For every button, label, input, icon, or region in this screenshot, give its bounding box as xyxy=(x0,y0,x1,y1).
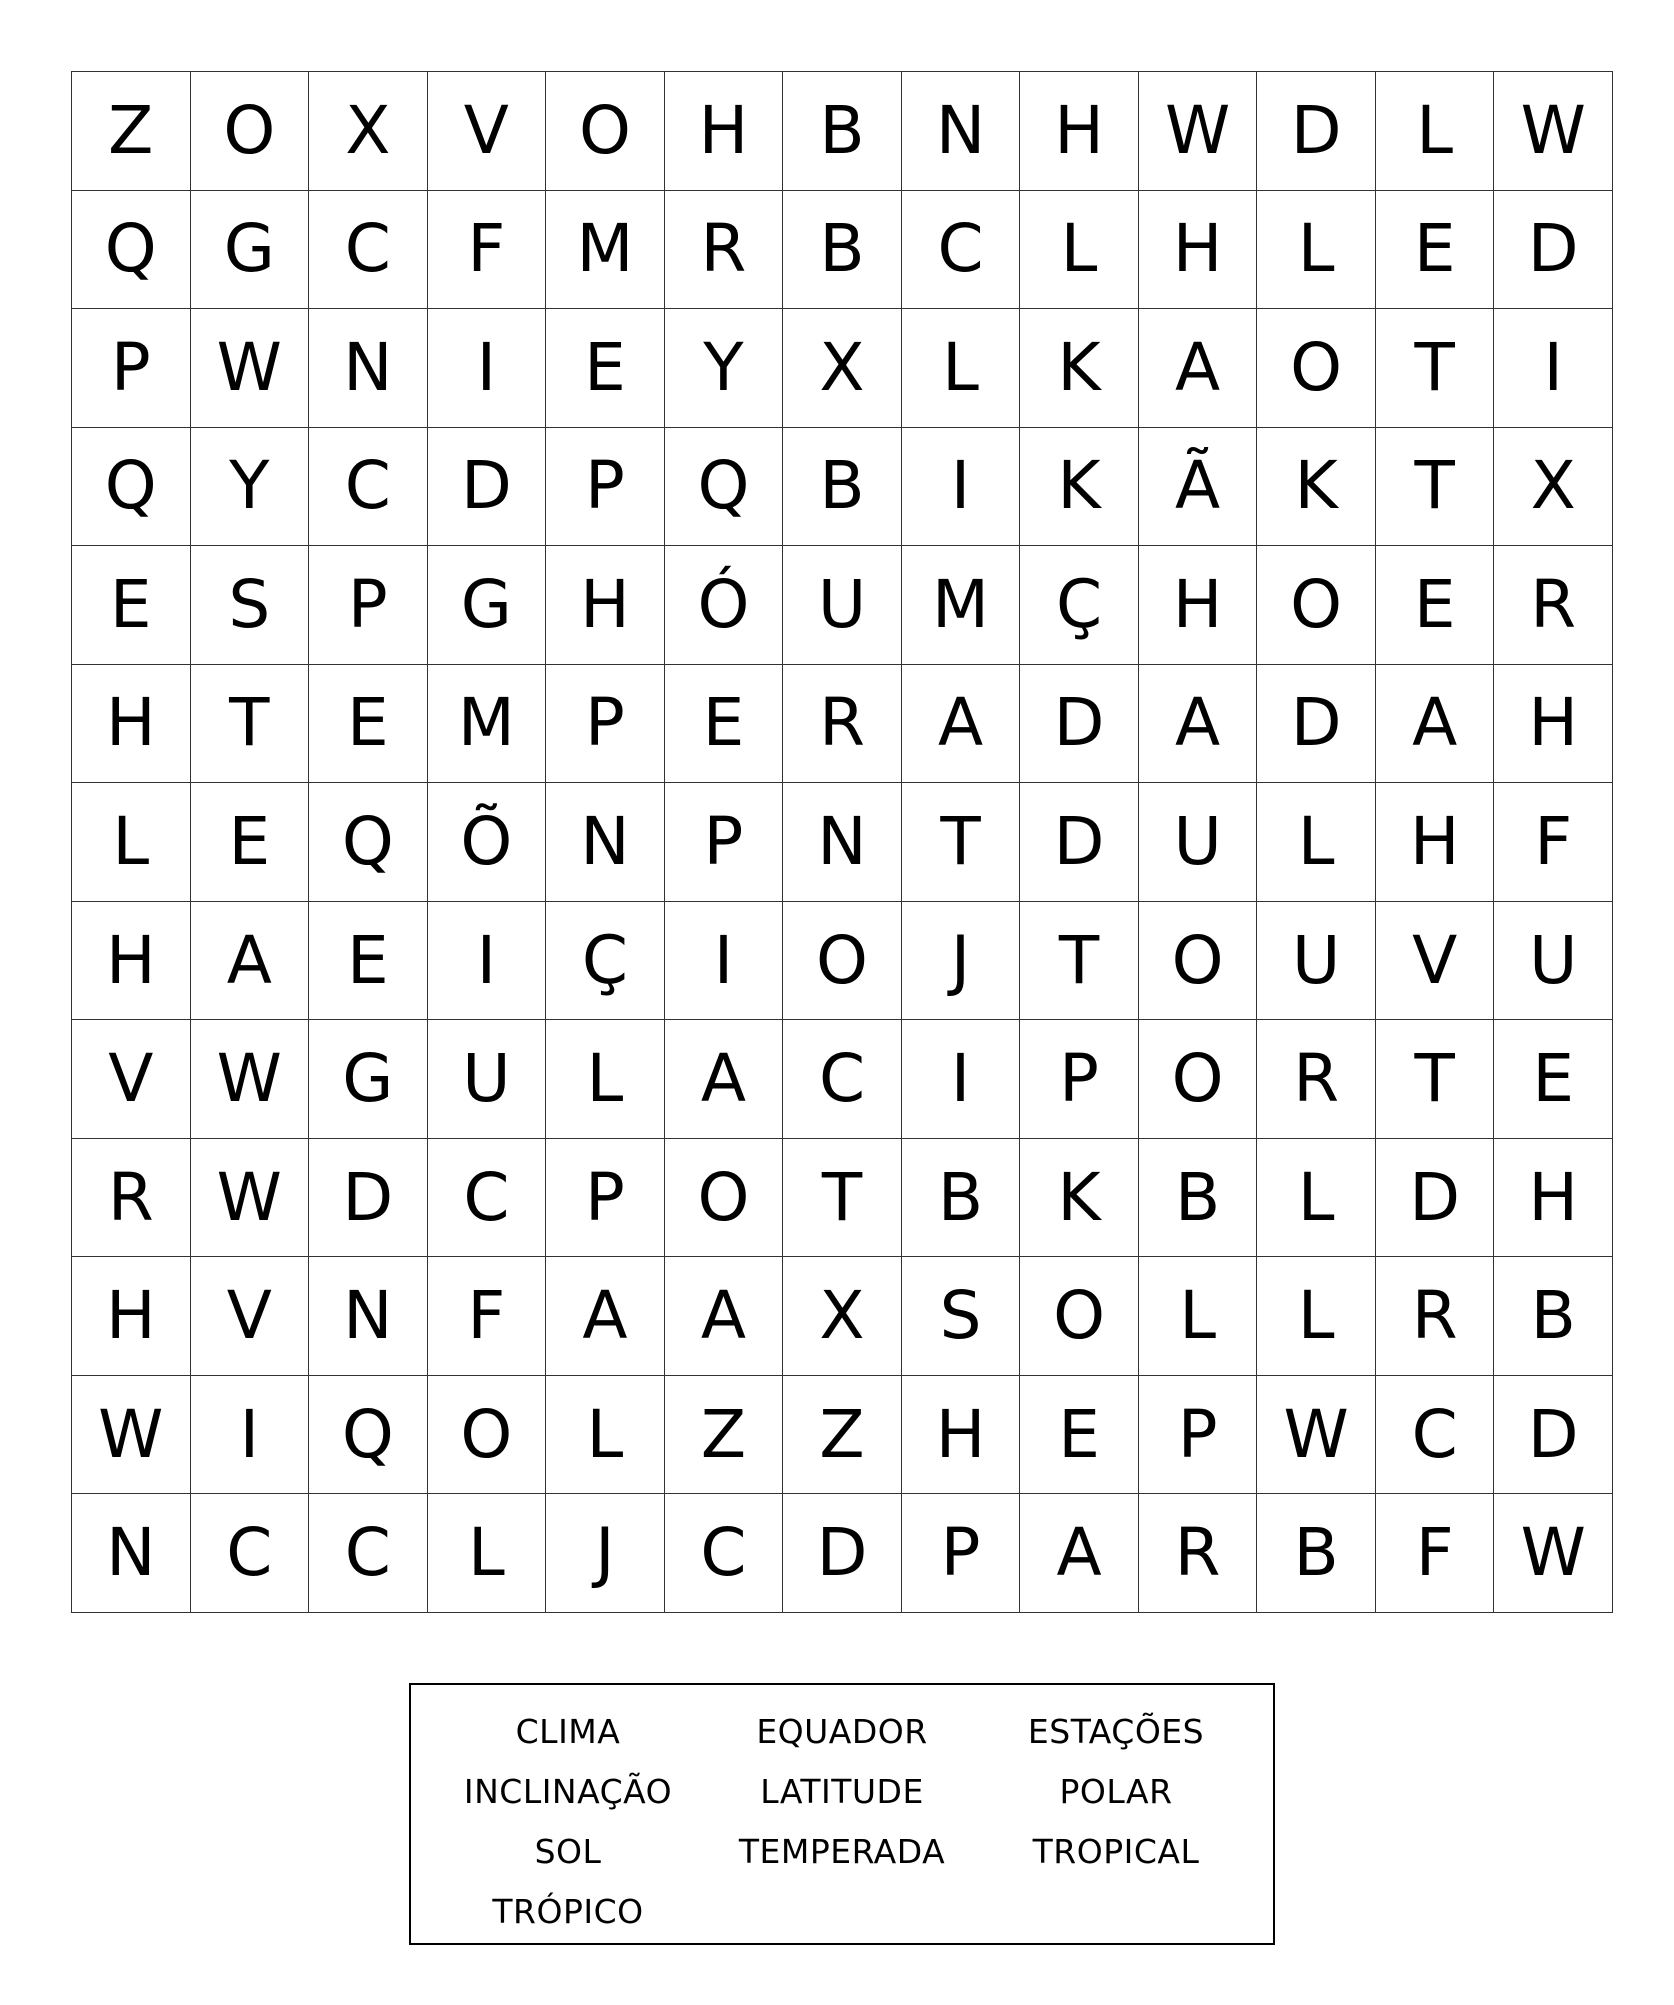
grid-cell[interactable]: B xyxy=(783,72,902,191)
grid-cell[interactable]: C xyxy=(309,191,428,310)
grid-cell[interactable]: D xyxy=(309,1139,428,1258)
grid-cell[interactable]: Q xyxy=(665,428,784,547)
grid-cell[interactable]: U xyxy=(1494,902,1613,1021)
grid-cell[interactable]: F xyxy=(1494,783,1613,902)
grid-cell[interactable]: W xyxy=(72,1376,191,1495)
grid-cell[interactable]: T xyxy=(1020,902,1139,1021)
grid-cell[interactable]: I xyxy=(191,1376,310,1495)
grid-cell[interactable]: L xyxy=(546,1376,665,1495)
grid-cell[interactable]: Ó xyxy=(665,546,784,665)
grid-cell[interactable]: L xyxy=(1257,191,1376,310)
grid-cell[interactable]: D xyxy=(428,428,547,547)
grid-cell[interactable]: T xyxy=(1376,1020,1495,1139)
grid-cell[interactable]: C xyxy=(902,191,1021,310)
grid-cell[interactable]: M xyxy=(428,665,547,784)
grid-cell[interactable]: E xyxy=(191,783,310,902)
grid-cell[interactable]: H xyxy=(1139,546,1258,665)
grid-cell[interactable]: N xyxy=(783,783,902,902)
grid-cell[interactable]: H xyxy=(665,72,784,191)
grid-cell[interactable]: I xyxy=(1494,309,1613,428)
grid-cell[interactable]: Ã xyxy=(1139,428,1258,547)
grid-cell[interactable]: E xyxy=(309,665,428,784)
grid-cell[interactable]: H xyxy=(1494,665,1613,784)
grid-cell[interactable]: P xyxy=(309,546,428,665)
grid-cell[interactable]: D xyxy=(1020,783,1139,902)
grid-cell[interactable]: I xyxy=(665,902,784,1021)
grid-cell[interactable]: T xyxy=(1376,428,1495,547)
grid-cell[interactable]: G xyxy=(309,1020,428,1139)
grid-cell[interactable]: J xyxy=(902,902,1021,1021)
grid-cell[interactable]: C xyxy=(1376,1376,1495,1495)
word-list-item: TROPICAL xyxy=(1032,1831,1200,1871)
grid-cell[interactable]: Õ xyxy=(428,783,547,902)
grid-cell[interactable]: D xyxy=(1494,1376,1613,1495)
grid-cell[interactable]: D xyxy=(783,1494,902,1613)
grid-cell[interactable]: N xyxy=(309,309,428,428)
grid-cell[interactable]: W xyxy=(1257,1376,1376,1495)
grid-cell[interactable]: P xyxy=(546,428,665,547)
grid-cell[interactable]: P xyxy=(902,1494,1021,1613)
grid-cell[interactable]: E xyxy=(665,665,784,784)
grid-cell[interactable]: B xyxy=(902,1139,1021,1258)
grid-cell[interactable]: R xyxy=(783,665,902,784)
grid-cell[interactable]: W xyxy=(191,1020,310,1139)
grid-cell[interactable]: O xyxy=(1257,546,1376,665)
grid-cell[interactable]: X xyxy=(1494,428,1613,547)
grid-cell[interactable]: L xyxy=(428,1494,547,1613)
grid-cell[interactable]: Y xyxy=(191,428,310,547)
grid-cell[interactable]: A xyxy=(665,1257,784,1376)
grid-cell[interactable]: U xyxy=(783,546,902,665)
grid-cell[interactable]: T xyxy=(902,783,1021,902)
grid-cell[interactable]: B xyxy=(783,191,902,310)
grid-cell[interactable]: H xyxy=(1139,191,1258,310)
grid-cell[interactable]: Y xyxy=(665,309,784,428)
grid-cell[interactable]: K xyxy=(1020,309,1139,428)
grid-cell[interactable]: K xyxy=(1020,1139,1139,1258)
grid-cell[interactable]: Z xyxy=(783,1376,902,1495)
grid-cell[interactable]: P xyxy=(546,1139,665,1258)
grid-cell[interactable]: U xyxy=(1257,902,1376,1021)
grid-cell[interactable]: D xyxy=(1257,665,1376,784)
grid-cell[interactable]: Ç xyxy=(1020,546,1139,665)
grid-cell[interactable]: C xyxy=(783,1020,902,1139)
grid-cell[interactable]: H xyxy=(1376,783,1495,902)
word-list-item: POLAR xyxy=(1059,1771,1173,1811)
grid-cell[interactable]: D xyxy=(1494,191,1613,310)
grid-cell[interactable]: D xyxy=(1020,665,1139,784)
grid-cell[interactable]: W xyxy=(191,1139,310,1258)
grid-cell[interactable]: L xyxy=(1257,783,1376,902)
grid-cell[interactable]: K xyxy=(1257,428,1376,547)
grid-cell[interactable]: L xyxy=(1257,1139,1376,1258)
grid-cell[interactable]: L xyxy=(1257,1257,1376,1376)
grid-cell[interactable]: C xyxy=(309,428,428,547)
grid-cell[interactable]: Z xyxy=(72,72,191,191)
grid-cell[interactable]: C xyxy=(191,1494,310,1613)
grid-cell[interactable]: X xyxy=(783,309,902,428)
grid-cell[interactable]: P xyxy=(1139,1376,1258,1495)
grid-cell[interactable]: O xyxy=(546,72,665,191)
grid-cell[interactable]: C xyxy=(665,1494,784,1613)
grid-cell[interactable]: B xyxy=(783,428,902,547)
grid-cell[interactable]: V xyxy=(72,1020,191,1139)
grid-cell[interactable]: I xyxy=(428,902,547,1021)
grid-cell[interactable]: H xyxy=(72,1257,191,1376)
grid-cell[interactable]: O xyxy=(665,1139,784,1258)
grid-cell[interactable]: D xyxy=(1376,1139,1495,1258)
grid-cell[interactable]: N xyxy=(309,1257,428,1376)
word-list-item: INCLINAÇÃO xyxy=(463,1771,673,1811)
grid-cell[interactable]: B xyxy=(1139,1139,1258,1258)
grid-cell[interactable]: E xyxy=(309,902,428,1021)
grid-cell[interactable]: G xyxy=(191,191,310,310)
grid-cell[interactable]: P xyxy=(546,665,665,784)
grid-cell[interactable]: L xyxy=(1376,72,1495,191)
grid-cell[interactable]: B xyxy=(1257,1494,1376,1613)
grid-cell[interactable]: G xyxy=(428,546,547,665)
grid-cell[interactable]: I xyxy=(902,428,1021,547)
word-list-item: ESTAÇÕES xyxy=(1027,1711,1205,1751)
grid-cell[interactable]: I xyxy=(428,309,547,428)
grid-cell[interactable]: F xyxy=(428,1257,547,1376)
grid-cell[interactable]: O xyxy=(1257,309,1376,428)
grid-cell[interactable]: A xyxy=(1020,1494,1139,1613)
grid-cell[interactable]: R xyxy=(1139,1494,1258,1613)
grid-cell[interactable]: F xyxy=(1376,1494,1495,1613)
grid-cell[interactable]: Q xyxy=(309,783,428,902)
grid-cell[interactable]: O xyxy=(783,902,902,1021)
word-list-item: TRÓPICO xyxy=(492,1891,644,1931)
grid-cell[interactable]: W xyxy=(191,309,310,428)
word-list-item: EQUADOR xyxy=(756,1711,928,1751)
grid-cell[interactable]: L xyxy=(72,783,191,902)
grid-cell[interactable]: X xyxy=(309,72,428,191)
grid-cell[interactable]: W xyxy=(1494,1494,1613,1613)
grid-cell[interactable]: T xyxy=(1376,309,1495,428)
grid-cell[interactable]: H xyxy=(72,902,191,1021)
grid-cell[interactable]: K xyxy=(1020,428,1139,547)
grid-cell[interactable]: E xyxy=(1376,191,1495,310)
word-list xyxy=(409,1683,1275,1945)
grid-cell[interactable]: Q xyxy=(309,1376,428,1495)
grid-cell[interactable]: S xyxy=(902,1257,1021,1376)
grid-cell[interactable]: H xyxy=(902,1376,1021,1495)
grid-cell[interactable]: C xyxy=(309,1494,428,1613)
grid-cell[interactable]: W xyxy=(1494,72,1613,191)
grid-cell[interactable]: H xyxy=(1494,1139,1613,1258)
grid-cell[interactable]: T xyxy=(191,665,310,784)
grid-cell[interactable]: V xyxy=(191,1257,310,1376)
grid-cell[interactable]: F xyxy=(428,191,547,310)
grid-cell[interactable]: I xyxy=(902,1020,1021,1139)
grid-cell[interactable]: V xyxy=(428,72,547,191)
grid-cell[interactable]: T xyxy=(783,1139,902,1258)
grid-cell[interactable]: A xyxy=(1139,665,1258,784)
grid-cell[interactable]: J xyxy=(546,1494,665,1613)
grid-cell[interactable]: N xyxy=(902,72,1021,191)
grid-cell[interactable]: C xyxy=(428,1139,547,1258)
grid-cell[interactable]: H xyxy=(72,665,191,784)
letter-grid xyxy=(71,71,1613,1613)
grid-cell[interactable]: O xyxy=(1139,902,1258,1021)
grid-cell[interactable]: A xyxy=(191,902,310,1021)
grid-cell[interactable]: S xyxy=(191,546,310,665)
grid-cell[interactable]: O xyxy=(1020,1257,1139,1376)
grid-cell[interactable]: B xyxy=(1494,1257,1613,1376)
grid-cell[interactable]: R xyxy=(665,191,784,310)
grid-cell[interactable]: O xyxy=(428,1376,547,1495)
grid-cell[interactable]: P xyxy=(665,783,784,902)
grid-cell[interactable]: N xyxy=(546,783,665,902)
word-list-item: SOL xyxy=(534,1831,602,1871)
grid-cell[interactable]: O xyxy=(1139,1020,1258,1139)
word-list-item: CLIMA xyxy=(515,1711,621,1751)
grid-cell[interactable]: L xyxy=(1020,191,1139,310)
grid-cell[interactable]: E xyxy=(546,309,665,428)
word-list-item: LATITUDE xyxy=(760,1771,924,1811)
grid-cell[interactable]: L xyxy=(546,1020,665,1139)
grid-cell[interactable]: A xyxy=(1376,665,1495,784)
grid-cell[interactable]: A xyxy=(665,1020,784,1139)
grid-cell[interactable]: A xyxy=(1139,309,1258,428)
grid-cell[interactable]: L xyxy=(902,309,1021,428)
grid-cell[interactable]: E xyxy=(1020,1376,1139,1495)
grid-cell[interactable]: A xyxy=(546,1257,665,1376)
grid-cell[interactable]: R xyxy=(1376,1257,1495,1376)
grid-cell[interactable]: O xyxy=(191,72,310,191)
grid-cell[interactable]: U xyxy=(428,1020,547,1139)
grid-cell[interactable]: Z xyxy=(665,1376,784,1495)
grid-cell[interactable]: Ç xyxy=(546,902,665,1021)
grid-cell[interactable]: X xyxy=(783,1257,902,1376)
grid-cell[interactable]: R xyxy=(1257,1020,1376,1139)
grid-cell[interactable]: V xyxy=(1376,902,1495,1021)
grid-cell[interactable]: Q xyxy=(72,191,191,310)
grid-cell[interactable]: W xyxy=(1139,72,1258,191)
grid-cell[interactable]: R xyxy=(72,1139,191,1258)
grid-cell[interactable]: P xyxy=(72,309,191,428)
grid-cell[interactable]: U xyxy=(1139,783,1258,902)
word-list-item: TEMPERADA xyxy=(738,1831,946,1871)
grid-cell[interactable]: L xyxy=(1139,1257,1258,1376)
grid-cell[interactable]: Q xyxy=(72,428,191,547)
grid-cell[interactable]: E xyxy=(1376,546,1495,665)
grid-cell[interactable]: P xyxy=(1020,1020,1139,1139)
grid-cell[interactable]: M xyxy=(902,546,1021,665)
grid-cell[interactable]: E xyxy=(1494,1020,1613,1139)
grid-cell[interactable]: N xyxy=(72,1494,191,1613)
grid-cell[interactable]: H xyxy=(1020,72,1139,191)
grid-cell[interactable]: A xyxy=(902,665,1021,784)
grid-cell[interactable]: M xyxy=(546,191,665,310)
grid-cell[interactable]: H xyxy=(546,546,665,665)
grid-cell[interactable]: D xyxy=(1257,72,1376,191)
grid-cell[interactable]: R xyxy=(1494,546,1613,665)
grid-cell[interactable]: E xyxy=(72,546,191,665)
